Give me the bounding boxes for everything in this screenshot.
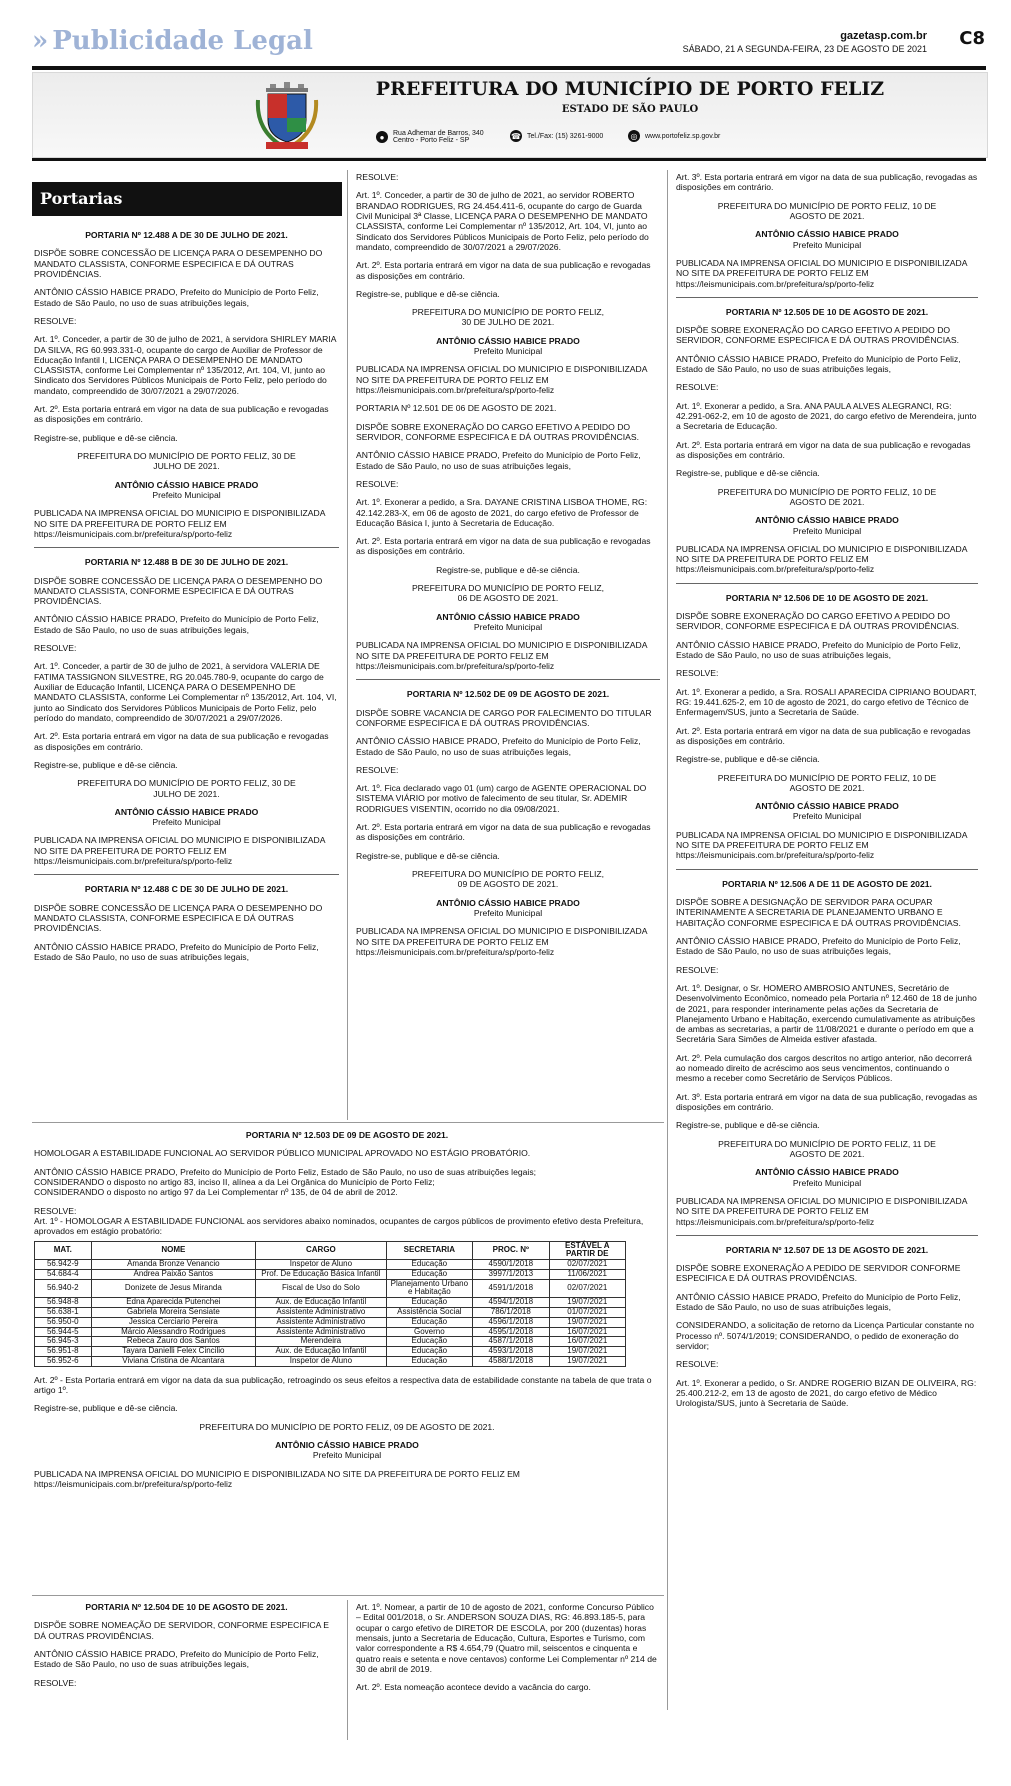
intro: ANTÔNIO CÁSSIO HABICE PRADO, Prefeito do Município de Porto Feliz, Estado de São Paulo, no uso de suas atribuições legais, (676, 1291, 961, 1313)
cell: Educação (386, 1357, 472, 1367)
cell: Aux. de Educação Infantil (256, 1347, 387, 1357)
ementa: DISPÕE SOBRE CONCESSÃO DE LICENÇA PARA O DESEMPENHO DO MANDATO CLASSISTA, CONFORME ESPECIFICA E DÁ OUTRAS PROVIDÊNCIAS. (34, 575, 323, 607)
resolve-label: RESOLVE: (676, 382, 719, 393)
cell: 56.944-5 (35, 1327, 92, 1337)
registre-text: Registre-se, publique e dê-se ciência. (34, 759, 178, 770)
signer-name: ANTÔNIO CÁSSIO HABICE PRADO (436, 897, 580, 908)
cell: Educação (386, 1298, 472, 1308)
intro: ANTÔNIO CÁSSIO HABICE PRADO, Prefeito do Município de Porto Feliz, Estado de São Paulo, no uso de suas atribuições legais, (676, 353, 961, 375)
ementa: DISPÕE SOBRE EXONERAÇÃO DO CARGO EFETIVO A PEDIDO DO SERVIDOR, CONFORME ESPECIFICA E DÁ OUTRAS PROVIDÊNCIAS. (676, 611, 960, 632)
portaria-title: PORTARIA Nº 12.488 A DE 30 DE JULHO DE 2021. (85, 230, 288, 240)
section-divider (32, 1595, 664, 1596)
cell: Amanda Bronze Venancio (91, 1260, 256, 1270)
cell: 16/07/2021 (549, 1337, 625, 1347)
place-date: PREFEITURA DO MUNICÍPIO DE PORTO FELIZ, 11 DE AGOSTO DE 2021. (718, 1138, 936, 1159)
article-1: Art. 1º. Fica declarado vago 01 (um) cargo de AGENTE OPERACIONAL DO SISTEMA VIÁRIO por motivo de falecimento de seu titular, Sr. ADEMIR RODRIGUES VISENTIN, ocorrido no dia 09/08/2021. (356, 783, 647, 814)
signer-role: Prefeito Municipal (473, 907, 543, 918)
portaria-12504-right (356, 1602, 660, 1701)
cell: 4594/1/2018 (473, 1298, 549, 1308)
column-divider (347, 170, 348, 1120)
resolve-label: RESOLVE: (356, 478, 399, 489)
cell: 19/07/2021 (549, 1298, 625, 1308)
signer-role: Prefeito Municipal (792, 525, 862, 536)
article-3: Art. 3º. Esta portaria entrará em vigor na data de sua publicação, revogadas as disposições em contrário. (676, 172, 978, 193)
banner-rule (32, 158, 986, 161)
resolve-label: RESOLVE: (356, 172, 399, 182)
cell: Assistência Social (386, 1308, 472, 1318)
municipality-title: PREFEITURA DO MUNICÍPIO DE PORTO FELIZ (375, 78, 885, 100)
publication-note: PUBLICADA NA IMPRENSA OFICIAL DO MUNICIPIO E DISPONIBILIZADA NO SITE DA PREFEITURA DE PORTO FELIZ EM https://leismunicipais.com.br/prefeitura/sp/porto-feliz (34, 1468, 520, 1490)
cell: 786/1/2018 (473, 1308, 549, 1318)
article-1: Art. 1º. Conceder, a partir de 30 de julho de 2021, à servidora VALERIA DE FATIMA TASSIGNON SILVESTRE, RG 20.045.780-9, ocupante do cargo de Auxiliar de Educação Infantil, LICENÇA PARA O DESEMPENHO DE MANDATO CLASSISTA, conforme Lei Complementar nº 135/2012, Art. 104, VI, junto ao Sindicato dos Servidores Públicos Municipais de Porto Feliz, pelo período do mandato, compreendido de 30/07/2021 a 29/07/2026. (34, 661, 337, 723)
place-date: PREFEITURA DO MUNICÍPIO DE PORTO FELIZ, 09 DE AGOSTO DE 2021. (199, 1421, 495, 1432)
signer-role: Prefeito Municipal (792, 239, 862, 250)
cell: 56.940-2 (35, 1279, 92, 1298)
column-header: NOME (91, 1241, 256, 1260)
cell: Viviana Cristina de Alcantara (91, 1357, 256, 1367)
considerando: CONSIDERANDO, a solicitação de retorno da Licença Particular constante no Processo nº. 5074/1/2019; CONSIDERANDO, o pedido de exoneração do servidor; (676, 1320, 975, 1351)
column-divider (347, 1600, 348, 1740)
place-date: PREFEITURA DO MUNICÍPIO DE PORTO FELIZ, 09 DE AGOSTO DE 2021. (411, 869, 605, 890)
location-icon: ● (376, 131, 388, 143)
cell: Tayara Danielli Felex Cincilio (91, 1347, 256, 1357)
coat-of-arms-icon (252, 80, 322, 152)
signer-role: Prefeito Municipal (152, 817, 221, 828)
cell: 02/07/2021 (549, 1260, 625, 1270)
resolve-label: RESOLVE: (356, 764, 399, 775)
cell: Prof. De Educação Básica Infantil (256, 1269, 387, 1279)
cell: 4593/1/2018 (473, 1347, 549, 1357)
cell: Assistente Administrativo (256, 1317, 387, 1327)
portaria-title-inline: PORTARIA Nº 12.501 DE 06 DE AGOSTO DE 2021. (356, 403, 557, 414)
resolve-label: RESOLVE: (34, 1205, 77, 1216)
portaria-title: PORTARIA Nº 12.506 A DE 11 DE AGOSTO DE 2021. (722, 878, 932, 889)
resolve-label: RESOLVE: (676, 964, 719, 975)
article-1: Art. 1º. Exonerar a pedido, a Sra. ROSALI APARECIDA CIPRIANO BOUDART, RG: 19.441.625-2, em 10 de agosto de 2021, do cargo efetivo de Técnico de Enfermagem/SUS, junto a Secretaria de Saúde. (676, 686, 977, 718)
publication-note: PUBLICADA NA IMPRENSA OFICIAL DO MUNICIPIO E DISPONIBILIZADA NO SITE DA PREFEITURA DE PORTO FELIZ EM https://leismunicipais.com.br/prefeitura/sp/porto-feliz (676, 257, 967, 289)
cell: Educação (386, 1260, 472, 1270)
column-divider (667, 170, 668, 1710)
cell: 56.951-8 (35, 1347, 92, 1357)
article-2: Art. 2º. Esta portaria entrará em vigor na data de sua publicação e revogadas as disposições em contrário. (676, 725, 971, 746)
cell: 54.684-4 (35, 1269, 92, 1279)
article-1: Art. 1º. Designar, o Sr. HOMERO AMBROSIO ANTUNES, Secretário de Desenvolvimento Econômico, nomeado pela Portaria nº 12.460 de 18 de junho de 2021, para responder interinamente pelas ações da Secretaria de Planejamento Urbano e Habitação, exercendo cumulativamente as atribuições de ambas as secretarias, a partir de 11/08/2021 e durante o período em que a Secretária Sara Simões de Almeida estiver afastada. (676, 982, 977, 1045)
intro: ANTÔNIO CÁSSIO HABICE PRADO, Prefeito do Município de Porto Feliz, Estado de São Paulo, no uso de suas atribuições legais, (676, 935, 961, 957)
intro: ANTÔNIO CÁSSIO HABICE PRADO, Prefeito do Município de Porto Feliz, Estado de São Paulo, no uso de suas atribuições legais; (34, 1166, 537, 1177)
address-info: ● Rua Adhemar de Barros, 340 Centro - Porto Feliz - SP (376, 130, 485, 144)
intro: ANTÔNIO CÁSSIO HABICE PRADO, Prefeito do Município de Porto Feliz, Estado de São Paulo, no uso de suas atribuições legais, (356, 450, 641, 471)
considerando-1: CONSIDERANDO o disposto no artigo 83, inciso II, alínea a da Lei Orgânica do Município de Porto Feliz; (34, 1176, 435, 1187)
ementa: DISPÕE SOBRE EXONERAÇÃO DO CARGO EFETIVO A PEDIDO DO SERVIDOR, CONFORME ESPECIFICA E DÁ OUTRAS PROVIDÊNCIAS. (356, 421, 640, 442)
cell: Rebeca Zauro dos Santos (91, 1337, 256, 1347)
section-title: » Publicidade Legal (32, 26, 313, 56)
portaria-title: PORTARIA Nº 12.505 DE 10 DE AGOSTO DE 2021. (725, 306, 929, 317)
article-2: Art. 2º. Pela cumulação dos cargos descritos no artigo anterior, não decorrerá ao nomeado direito de acréscimo aos seus vencimentos, continuando o mesmo a receber como Secretário de Serviços Públicos. (676, 1052, 972, 1084)
publication-note: PUBLICADA NA IMPRENSA OFICIAL DO MUNICIPIO E DISPONIBILIZADA NO SITE DA PREFEITURA DE PORTO FELIZ EM https://leismunicipais.com.br/prefeitura/sp/porto-feliz (34, 508, 325, 539)
portaria-title: PORTARIA Nº 12.507 DE 13 DE AGOSTO DE 2021. (725, 1244, 929, 1255)
divider (676, 583, 978, 584)
ementa: DISPÕE SOBRE A DESIGNAÇÃO DE SERVIDOR PARA OCUPAR INTERINAMENTE A SECRETARIA DE PLANEJAMENTO URBANO E HABITAÇÃO CONFORME ESPECIFICA E DÁ OUTRAS PROVIDÊNCIAS. (676, 897, 961, 928)
signer-name: ANTÔNIO CÁSSIO HABICE PRADO (755, 1167, 899, 1178)
cell: 11/06/2021 (549, 1269, 625, 1279)
cell: 56.952-6 (35, 1357, 92, 1367)
registre-text: Registre-se, publique e dê-se ciência. (676, 468, 820, 479)
signer-role: Prefeito Municipal (152, 489, 221, 500)
cell: 56.942-9 (35, 1260, 92, 1270)
ementa: HOMOLOGAR A ESTABILIDADE FUNCIONAL AO SERVIDOR PÚBLICO MUNICIPAL APROVADO NO ESTÁGIO PROBATÓRIO. (34, 1148, 531, 1159)
resolve-label: RESOLVE: (34, 1677, 77, 1688)
column-header: SECRETARIA (386, 1241, 472, 1260)
ementa: DISPÕE SOBRE NOMEAÇÃO DE SERVIDOR, CONFORME ESPECIFICA E DÁ OUTRAS PROVIDÊNCIAS. (34, 1620, 329, 1641)
divider (34, 547, 339, 548)
article-1: Art. 1º. Conceder, a partir de 30 de julho de 2021, à servidora SHIRLEY MARIA DA SILVA, RG 60.993.331-0, ocupante do cargo de Auxiliar de Professor de Educação Infantil I, LICENÇA PARA O DESEMPENHO DE MANDATO CLASSISTA, conforme Lei Complementar nº 135/2012, Art. 104, VI, junto ao Sindicato dos Servidores Públicos Municipais de Porto Feliz, pelo período do mandato, compreendido de 30/07/2021 a 29/07/2026. (34, 334, 337, 396)
cell: 19/07/2021 (549, 1347, 625, 1357)
article-1: Art. 1º. Conceder, a partir de 30 de julho de 2021, ao servidor ROBERTO BRANDAO RODRIGUES, RG 24.454.411-6, ocupante do cargo de Guarda Civil Municipal 3ª Classe, LICENÇA PARA O DESEMPENHO DE MANDATO CLASSISTA, conforme Lei Complementar nº 135/2012, Art. 104, VI, junto ao Sindicato dos Servidores Públicos Municipais de Porto Feliz, pelo período do mandato, compreendido de 30/07/2021 a 29/07/2026. (356, 190, 649, 252)
signer-role: Prefeito Municipal (473, 622, 543, 632)
site-name: gazetasp.com.br (840, 30, 927, 42)
cell: Márcio Alessandro Rodrigues (91, 1327, 256, 1337)
article-2: Art. 2º. Esta portaria entrará em vigor na data de sua publicação e revogadas as disposições em contrário. (34, 731, 329, 752)
ementa: DISPÕE SOBRE VACANCIA DE CARGO POR FALECIMENTO DO TITULAR CONFORME ESPECIFICA E DÁ OUTRAS PROVIDÊNCIAS. (356, 707, 652, 728)
article-1: Art. 1º. Nomear, a partir de 10 de agosto de 2021, conforme Concurso Público – Edital 001/2018, o Sr. ANDERSON SOUZA DIAS, RG: 46.893.185-5, para ocupar o cargo efetivo de DIRETOR DE ESCOLA, por 200 (duzentas) horas mensais, junto a Secretaria de Educação, Cultura, Esportes e Turismo, com valor correspondente a R$ 4.654,79 (Quatro mil, seiscentos e cinquenta e quatro reais e setenta e nove centavos) conforme Lei Complementar nº 214 de 30 de abril de 2019. (356, 1602, 657, 1674)
cell: 56.950-0 (35, 1317, 92, 1327)
registre-text: Registre-se, publique e dê-se ciência. (356, 850, 500, 861)
publication-note: PUBLICADA NA IMPRENSA OFICIAL DO MUNICIPIO E DISPONIBILIZADA NO SITE DA PREFEITURA DE PORTO FELIZ EM https://leismunicipais.com.br/prefeitura/sp/porto-feliz (34, 835, 325, 867)
portaria-title: PORTARIA Nº 12.502 DE 09 DE AGOSTO DE 2021. (406, 689, 610, 700)
divider (676, 869, 978, 870)
publication-note: PUBLICADA NA IMPRENSA OFICIAL DO MUNICIPIO E DISPONIBILIZADA NO SITE DA PREFEITURA DE PORTO FELIZ EM https://leismunicipais.com.br/prefeitura/sp/porto-feliz (356, 926, 647, 957)
ementa: DISPÕE SOBRE CONCESSÃO DE LICENÇA PARA O DESEMPENHO DO MANDATO CLASSISTA, CONFORME ESPECIFICA E DÁ OUTRAS PROVIDÊNCIAS. (34, 248, 323, 279)
cell: Planejamento Urbano e Habitação (386, 1279, 472, 1298)
cell: 56.945-3 (35, 1337, 92, 1347)
intro: ANTÔNIO CÁSSIO HABICE PRADO, Prefeito do Município de Porto Feliz, Estado de São Paulo, no uso de suas atribuições legais, (676, 639, 961, 660)
portaria-title: PORTARIA Nº 12.504 DE 10 DE AGOSTO DE 2021. (85, 1602, 288, 1612)
place-date: PREFEITURA DO MUNICÍPIO DE PORTO FELIZ, 30 DE JULHO DE 2021. (411, 307, 605, 328)
column-2 (356, 172, 660, 965)
signer-name: ANTÔNIO CÁSSIO HABICE PRADO (436, 611, 580, 622)
column-3 (676, 172, 978, 1417)
article-2: Art. 2º. Esta portaria entrará em vigor na data de sua publicação e revogadas as disposições em contrário. (356, 260, 651, 281)
table-row (35, 1357, 626, 1367)
signer-name: ANTÔNIO CÁSSIO HABICE PRADO (755, 801, 899, 812)
divider (676, 297, 978, 298)
article-2: Art. 2º. Esta nomeação acontece devido a vacância do cargo. (356, 1682, 591, 1693)
cell: Educação (386, 1269, 472, 1279)
cell: 56.948-8 (35, 1298, 92, 1308)
intro: ANTÔNIO CÁSSIO HABICE PRADO, Prefeito do Município de Porto Feliz, Estado de São Paulo, no uso de suas atribuições legais, (356, 736, 641, 757)
article-2: Art. 2º. Esta portaria entrará em vigor na data de sua publicação e revogadas as disposições em contrário. (356, 822, 651, 843)
publication-note: PUBLICADA NA IMPRENSA OFICIAL DO MUNICIPIO E DISPONIBILIZADA NO SITE DA PREFEITURA DE PORTO FELIZ EM https://leismunicipais.com.br/prefeitura/sp/porto-feliz (676, 543, 967, 575)
signer-name: ANTÔNIO CÁSSIO HABICE PRADO (275, 1440, 419, 1451)
signer-role: Prefeito Municipal (312, 1450, 382, 1461)
place-date: PREFEITURA DO MUNICÍPIO DE PORTO FELIZ, 10 DE AGOSTO DE 2021. (717, 486, 937, 507)
article-3: Art. 3º. Esta portaria entrará em vigor na data de sua publicação, revogadas as disposições em contrário. (676, 1091, 978, 1112)
divider (356, 679, 660, 680)
article-1: Art. 1º. Exonerar a pedido, a Sra. ANA PAULA ALVES ALEGRANCI, RG: 42.291-062-2, em 10 de agosto de 2021, do cargo efetivo de Merendeira, junto a Secretaria de Educação. (676, 400, 977, 432)
globe-icon: ◎ (628, 130, 640, 142)
column-1 (34, 230, 339, 970)
cell: Gabriela Moreira Sensiate (91, 1308, 256, 1318)
article-1: Art. 1º. Exonerar a pedido, o Sr. ANDRE ROGERIO BIZAN DE OLIVEIRA, RG: 25.400.212-2, em 13 de agosto de 2021, do cargo efetivo de Médico Urologista/SUS, junto à Secretaria de Saúde. (676, 1377, 977, 1409)
table-row (35, 1308, 626, 1318)
portaria-title: PORTARIA Nº 12.506 DE 10 DE AGOSTO DE 2021. (725, 592, 929, 603)
cell: 19/07/2021 (549, 1317, 625, 1327)
registre-text: Registre-se, publique e dê-se ciência. (676, 754, 820, 765)
cell: Andrea Paixão Santos (91, 1269, 256, 1279)
cell: Inspetor de Aluno (256, 1260, 387, 1270)
article-2: Art. 2º. Esta portaria entrará em vigor na data de sua publicação e revogadas as disposições em contrário. (356, 536, 651, 557)
cell: Educação (386, 1317, 472, 1327)
cell: Inspetor de Aluno (256, 1357, 387, 1367)
portaria-title: PORTARIA Nº 12.503 DE 09 DE AGOSTO DE 2021. (245, 1130, 449, 1140)
ementa: DISPÕE SOBRE CONCESSÃO DE LICENÇA PARA O DESEMPENHO DO MANDATO CLASSISTA, CONFORME ESPECIFICA E DÁ OUTRAS PROVIDÊNCIAS. (34, 902, 323, 934)
cell: 16/07/2021 (549, 1327, 625, 1337)
cell: Merendeira (256, 1337, 387, 1347)
cell: 4588/1/2018 (473, 1357, 549, 1367)
table-row (35, 1260, 626, 1270)
signer-name: ANTÔNIO CÁSSIO HABICE PRADO (755, 515, 899, 526)
table-header-row (35, 1241, 626, 1260)
cell: Assistente Administrativo (256, 1327, 387, 1337)
signer-role: Prefeito Municipal (473, 346, 543, 357)
page-number: C8 (959, 28, 985, 49)
portaria-12504-left (34, 1602, 339, 1696)
portaria-title: PORTARIA Nº 12.488 B DE 30 DE JULHO DE 2021. (84, 557, 289, 568)
registre-text: Registre-se, publique e dê-se ciência. (356, 288, 500, 299)
signer-name: ANTÔNIO CÁSSIO HABICE PRADO (114, 806, 259, 817)
cell: 01/07/2021 (549, 1308, 625, 1318)
cell: Educação (386, 1347, 472, 1357)
signer-role: Prefeito Municipal (792, 811, 862, 822)
article-2: Art. 2º. Esta portaria entrará em vigor na data de sua publicação e revogadas as disposições em contrário. (34, 404, 329, 425)
cell: Assistente Administrativo (256, 1308, 387, 1318)
cell: 56.638-1 (35, 1308, 92, 1318)
publication-note: PUBLICADA NA IMPRENSA OFICIAL DO MUNICIPIO E DISPONIBILIZADA NO SITE DA PREFEITURA DE PORTO FELIZ EM https://leismunicipais.com.br/prefeitura/sp/porto-feliz (676, 829, 967, 861)
publication-note: PUBLICADA NA IMPRENSA OFICIAL DO MUNICIPIO E DISPONIBILIZADA NO SITE DA PREFEITURA DE PORTO FELIZ EM https://leismunicipais.com.br/prefeitura/sp/porto-feliz (356, 364, 647, 395)
table-row (35, 1317, 626, 1327)
cell: 4591/1/2018 (473, 1279, 549, 1298)
intro: ANTÔNIO CÁSSIO HABICE PRADO, Prefeito do Município de Porto Feliz, Estado de São Paulo, no uso de suas atribuições legais, (34, 614, 319, 635)
cell: 4587/1/2018 (473, 1337, 549, 1347)
signer-name: ANTÔNIO CÁSSIO HABICE PRADO (114, 479, 259, 490)
column-header: MAT. (35, 1241, 92, 1260)
website-info: ◎ www.portofeliz.sp.gov.br (628, 130, 720, 142)
ementa: DISPÕE SOBRE EXONERAÇÃO DO CARGO EFETIVO A PEDIDO DO SERVIDOR, CONFORME ESPECIFICA E DÁ OUTRAS PROVIDÊNCIAS. (676, 325, 960, 346)
cell: Aux. de Educação Infantil (256, 1298, 387, 1308)
cell: Governo (386, 1327, 472, 1337)
phone-icon: ☎ (511, 131, 521, 141)
signer-name: ANTÔNIO CÁSSIO HABICE PRADO (436, 335, 580, 346)
publication-note: PUBLICADA NA IMPRENSA OFICIAL DO MUNICIPIO E DISPONIBILIZADA NO SITE DA PREFEITURA DE PORTO FELIZ EM https://leismunicipais.com.br/prefeitura/sp/porto-feliz (676, 1195, 967, 1227)
registre-text: Registre-se, publique e dê-se ciência. (676, 1120, 820, 1131)
place-date: PREFEITURA DO MUNICÍPIO DE PORTO FELIZ, 30 DE JULHO DE 2021. (77, 451, 296, 472)
cell: Educação (386, 1337, 472, 1347)
intro: ANTÔNIO CÁSSIO HABICE PRADO, Prefeito do Município de Porto Feliz, Estado de São Paulo, no uso de suas atribuições legais, (34, 1648, 319, 1670)
issue-date: SÁBADO, 21 A SEGUNDA-FEIRA, 23 DE AGOSTO DE 2021 (682, 44, 927, 54)
column-header: CARGO (256, 1241, 387, 1260)
chevron-right-icon: » (32, 26, 49, 56)
place-date: PREFEITURA DO MUNICÍPIO DE PORTO FELIZ, 10 DE AGOSTO DE 2021. (717, 772, 937, 793)
article-2: Art. 2º - Esta Portaria entrará em vigor na data da sua publicação, retroagindo os seus efeitos a respectiva data de estabilidade constante na tabela de que trata o artigo 1º. (34, 1374, 652, 1396)
section-divider (32, 1122, 664, 1123)
article-1: Art. 1º - HOMOLOGAR A ESTABILIDADE FUNCIONAL aos servidores abaixo nominados, ocupantes de cargos públicos de provimento efetivo desta Prefeitura, aprovados em estágio probatório: (34, 1215, 644, 1237)
intro: ANTÔNIO CÁSSIO HABICE PRADO, Prefeito do Município de Porto Feliz, Estado de São Paulo, no uso de suas atribuições legais, (34, 287, 319, 308)
resolve-label: RESOLVE: (676, 668, 719, 679)
resolve-label: RESOLVE: (34, 643, 77, 654)
article-1: Art. 1º. Exonerar a pedido, a Sra. DAYANE CRISTINA LISBOA THOME, RG: 42.142.283-X, em 06 de agosto de 2021, do cargo efetivo de Professor de Educação Básica I, junto à Secretaria de Educação. (356, 497, 648, 528)
cell: Fiscal de Uso do Solo (256, 1279, 387, 1298)
column-header: PROC. Nº (473, 1241, 549, 1260)
signer-role: Prefeito Municipal (792, 1177, 862, 1188)
divider (34, 874, 339, 875)
place-date: PREFEITURA DO MUNICÍPIO DE PORTO FELIZ, 30 DE JULHO DE 2021. (77, 778, 296, 799)
table-row (35, 1279, 626, 1298)
portaria-12503 (34, 1130, 660, 1497)
registre-text: Registre-se, publique e dê-se ciência. (436, 564, 580, 575)
cell: 3997/1/2013 (473, 1269, 549, 1279)
intro: ANTÔNIO CÁSSIO HABICE PRADO, Prefeito do Município de Porto Feliz, Estado de São Paulo, no uso de suas atribuições legais, (34, 941, 319, 962)
considerando-2: CONSIDERANDO o disposto no artigo 97 da Lei Complementar nº 135, de 04 de abril de 2012. (34, 1187, 398, 1198)
cell: 4596/1/2018 (473, 1317, 549, 1327)
signer-name: ANTÔNIO CÁSSIO HABICE PRADO (755, 229, 899, 240)
state-subtitle: ESTADO DE SÃO PAULO (561, 104, 699, 115)
cell: 19/07/2021 (549, 1357, 625, 1367)
cell: 4595/1/2018 (473, 1327, 549, 1337)
divider (676, 1235, 978, 1236)
article-2: Art. 2º. Esta portaria entrará em vigor na data de sua publicação e revogadas as disposições em contrário. (676, 439, 971, 460)
ementa: DISPÕE SOBRE EXONERAÇÃO A PEDIDO DE SERVIDOR CONFORME ESPECIFICA E DÁ OUTRAS PROVIDÊNCIAS. (676, 1263, 961, 1284)
cell: Jessica Cerciario Pereira (91, 1317, 256, 1327)
stability-table (34, 1241, 626, 1367)
place-date: PREFEITURA DO MUNICÍPIO DE PORTO FELIZ, 06 DE AGOSTO DE 2021. (411, 583, 605, 604)
cell: 02/07/2021 (549, 1279, 625, 1298)
registre-text: Registre-se, publique e dê-se ciência. (34, 432, 178, 443)
place-date: PREFEITURA DO MUNICÍPIO DE PORTO FELIZ, 10 DE AGOSTO DE 2021. (717, 200, 937, 221)
cell: Donizete de Jesus Miranda (91, 1279, 256, 1298)
cell: 4590/1/2018 (473, 1260, 549, 1270)
portaria-title: PORTARIA Nº 12.488 C DE 30 DE JULHO DE 2021. (84, 884, 289, 895)
column-header: ESTÁVEL A PARTIR DE (549, 1241, 625, 1260)
resolve-label: RESOLVE: (676, 1359, 719, 1370)
header-rule (32, 66, 986, 70)
phone-info: ☎ Tel./Fax: (15) 3261-9000 (511, 131, 604, 141)
cell: Edna Aparecida Putenchei (91, 1298, 256, 1308)
resolve-label: RESOLVE: (34, 315, 77, 326)
publication-note: PUBLICADA NA IMPRENSA OFICIAL DO MUNICIPIO E DISPONIBILIZADA NO SITE DA PREFEITURA DE PORTO FELIZ EM https://leismunicipais.com.br/prefeitura/sp/porto-feliz (356, 640, 647, 671)
portarias-heading: Portarias (32, 182, 336, 216)
registre-text: Registre-se, publique e dê-se ciência. (34, 1403, 178, 1414)
table-row (35, 1269, 626, 1279)
